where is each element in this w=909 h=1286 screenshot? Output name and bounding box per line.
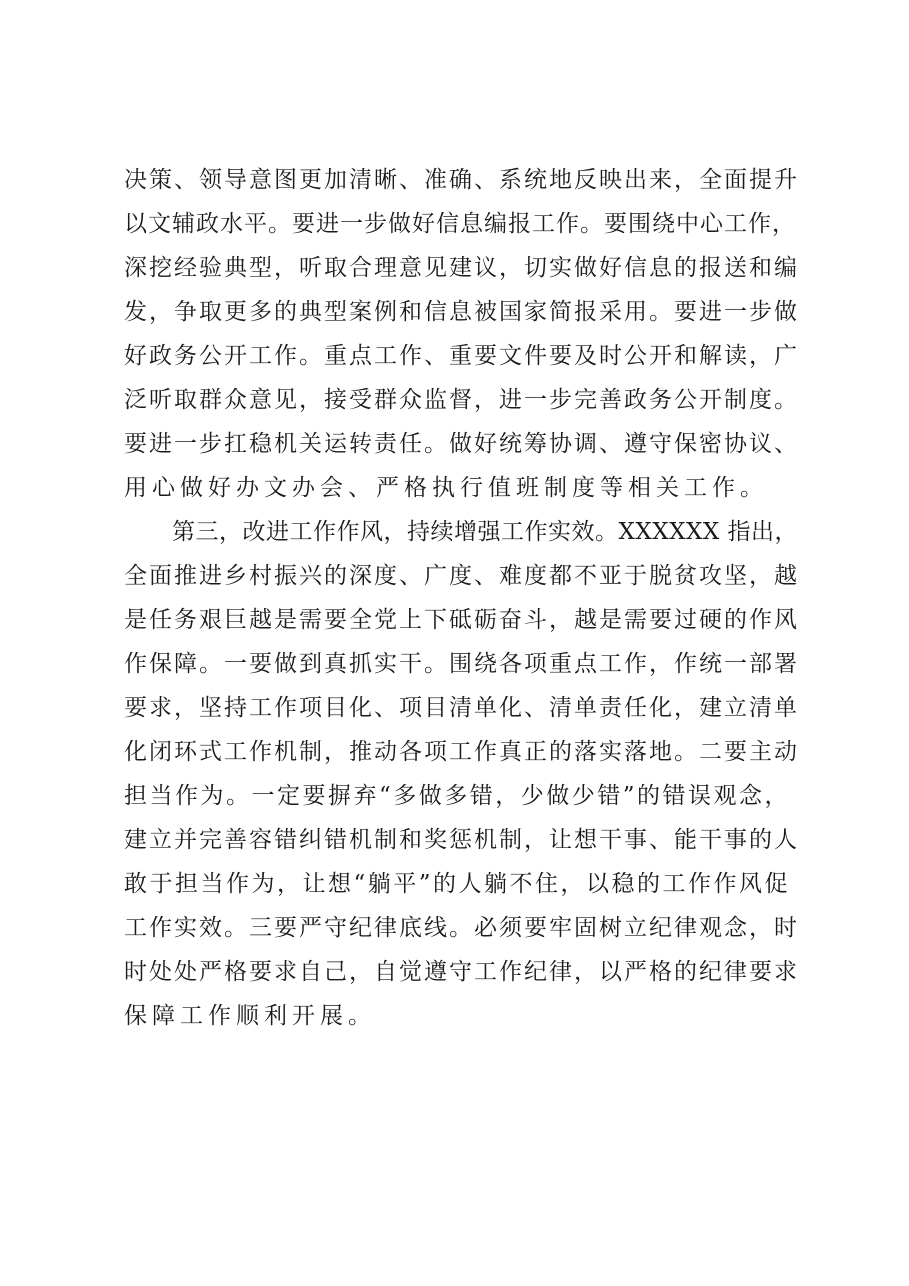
paragraph-start-line: 第三，改进工作作风，持续增强工作实效。XXXXXX 指出， (172, 519, 799, 545)
text-line: 要进一步扛稳机关运转责任。做好统筹协调、遵守保密协议、 (124, 431, 799, 457)
text-line: 时处处严格要求自己，自觉遵守工作纪律，以严格的纪律要求 (124, 959, 799, 985)
text-line: 用心做好办文办会、严格执行值班制度等相关工作。 (124, 475, 768, 501)
text-line: 作保障。一要做到真抓实干。围绕各项重点工作，作统一部署 (124, 651, 799, 677)
text-line: 决策、领导意图更加清晰、准确、系统地反映出来，全面提升 (124, 167, 799, 193)
document-body (124, 158, 800, 1038)
text-line: 担当作为。一定要摒弃“多做多错，少做少错”的错误观念， (124, 783, 791, 809)
text-line: 敢于担当作为，让想“躺平”的人躺不住，以稳的工作作风促 (124, 871, 791, 897)
text-line: 化闭环式工作机制，推动各项工作真正的落实落地。二要主动 (124, 739, 799, 765)
text-line: 深挖经验典型，听取合理意见建议，切实做好信息的报送和编 (124, 255, 799, 281)
text-line: 是任务艰巨越是需要全党上下砥砺奋斗，越是需要过硬的作风 (124, 607, 799, 633)
text-line: 以文辅政水平。要进一步做好信息编报工作。要围绕中心工作， (124, 211, 796, 237)
text-line: 工作实效。三要严守纪律底线。必须要牢固树立纪律观念，时 (124, 915, 799, 941)
text-line: 泛听取群众意见，接受群众监督，进一步完善政务公开制度。 (124, 387, 799, 413)
text-line: 好政务公开工作。重点工作、重要文件要及时公开和解读，广 (124, 343, 799, 369)
text-line: 保障工作顺利开展。 (124, 1003, 376, 1029)
text-line: 要求，坚持工作项目化、项目清单化、清单责任化，建立清单 (124, 695, 799, 721)
text-line: 全面推进乡村振兴的深度、广度、难度都不亚于脱贫攻坚，越 (124, 563, 799, 589)
text-line: 建立并完善容错纠错机制和奖惩机制，让想干事、能干事的人 (124, 827, 799, 853)
text-line: 发，争取更多的典型案例和信息被国家简报采用。要进一步做 (124, 299, 799, 325)
